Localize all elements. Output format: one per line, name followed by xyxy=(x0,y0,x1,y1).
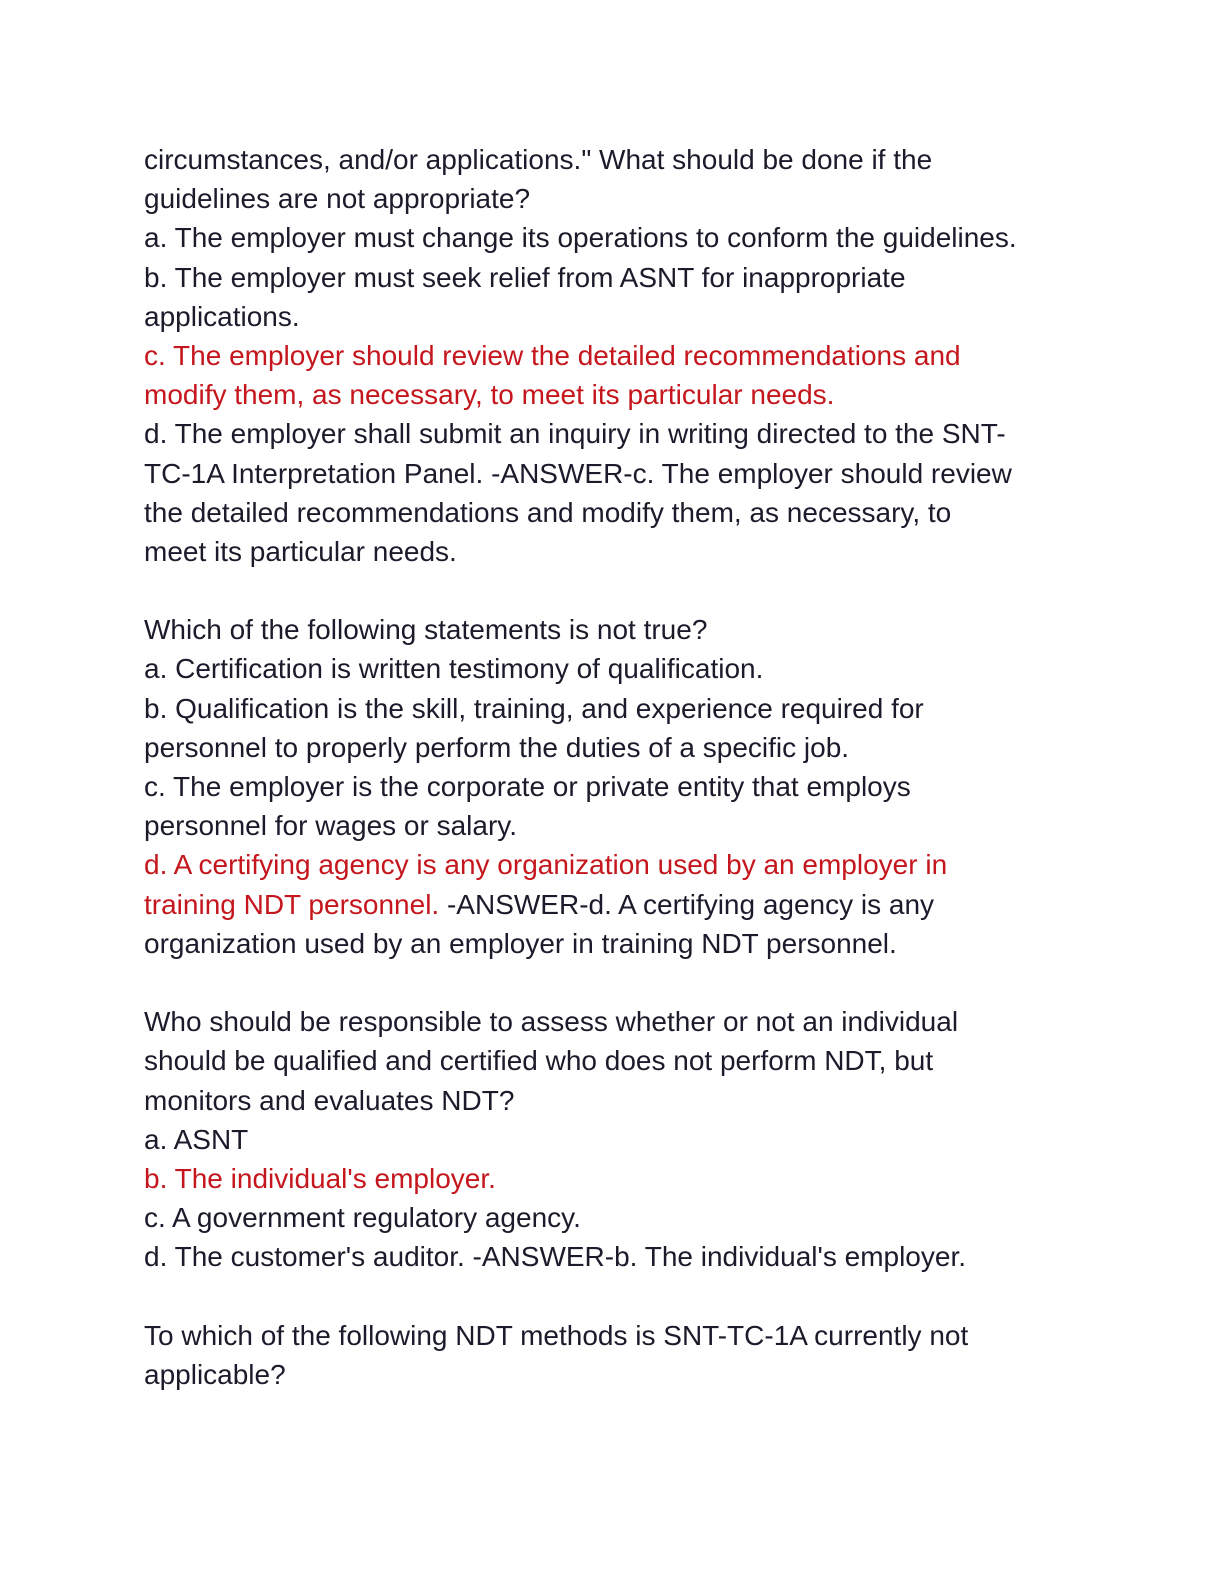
answer-line: organization used by an employer in training NDT personnel. xyxy=(144,927,897,959)
correct-option-line: modify them, as necessary, to meet its particular needs. xyxy=(144,379,835,411)
paragraph-gap xyxy=(144,1276,1104,1315)
correct-option-line: d. A certifying agency is any organization used by an employer in xyxy=(144,849,948,881)
option-line: personnel for wages or salary. xyxy=(144,810,517,842)
question-line: To which of the following NDT methods is SNT-TC-1A currently not xyxy=(144,1319,969,1351)
document-text xyxy=(144,140,1104,1394)
correct-option-line: c. The employer should review the detailed recommendations and xyxy=(144,339,961,371)
text-line: circumstances, and/or applications." What should be done if the xyxy=(144,144,933,175)
correct-option-fragment: training NDT personnel. xyxy=(144,888,440,920)
answer-line: meet its particular needs. xyxy=(144,535,457,567)
correct-option-line: b. The individual's employer. xyxy=(144,1162,496,1194)
answer-line: the detailed recommendations and modify them, as necessary, to xyxy=(144,496,952,528)
option-line: a. Certification is written testimony of qualification. xyxy=(144,653,764,685)
question-line: Who should be responsible to assess whether or not an individual xyxy=(144,1006,959,1038)
option-line: b. Qualification is the skill, training, and experience required for xyxy=(144,692,924,724)
answer-line: TC-1A Interpretation Panel. -ANSWER-c. The employer should review xyxy=(144,457,1012,489)
paragraph-gap xyxy=(144,571,1104,610)
answer-line: d. The customer's auditor. -ANSWER-b. The individual's employer. xyxy=(144,1241,967,1273)
option-line: c. The employer is the corporate or private entity that employs xyxy=(144,771,911,802)
question-line: monitors and evaluates NDT? xyxy=(144,1084,515,1116)
option-line: b. The employer must seek relief from ASNT for inappropriate xyxy=(144,261,906,293)
option-line: applications. xyxy=(144,300,300,332)
option-line: a. The employer must change its operations to conform the guidelines. xyxy=(144,222,1017,254)
mixed-answer-line xyxy=(144,885,1104,924)
option-line: d. The employer shall submit an inquiry in writing directed to the SNT- xyxy=(144,418,1006,450)
paragraph-gap xyxy=(144,963,1104,1002)
text-line: guidelines are not appropriate? xyxy=(144,183,531,215)
option-line: a. ASNT xyxy=(144,1123,249,1155)
option-line: personnel to properly perform the duties of a specific job. xyxy=(144,731,850,763)
question-line: Which of the following statements is not true? xyxy=(144,614,708,646)
option-line: c. A government regulatory agency. xyxy=(144,1202,581,1234)
question-line: should be qualified and certified who does not perform NDT, but xyxy=(144,1045,934,1077)
answer-fragment: -ANSWER-d. A certifying agency is any xyxy=(439,888,935,920)
question-line: applicable? xyxy=(144,1358,286,1390)
